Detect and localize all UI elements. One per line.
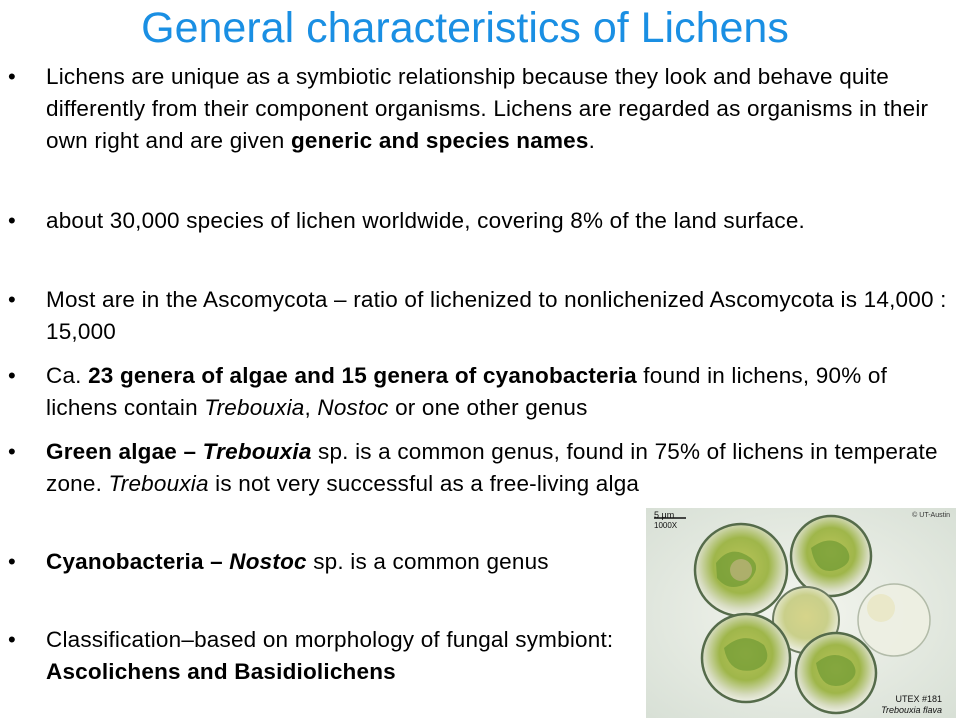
bullet-text: [46, 284, 956, 348]
bullet-text-run: Classification–based on morphology of fungal symbiont:: [46, 627, 614, 652]
bullet-text-run: sp. is a common genus, found in 75% of lichens in temperate zone.: [46, 439, 938, 496]
slide-title: General characteristics of Lichens: [141, 4, 789, 52]
magnification-label: 1000X: [654, 521, 678, 530]
bullet-text-run: is not very successful as a free-living alga: [208, 471, 640, 496]
algal-cell: [791, 516, 871, 596]
bullet-text-run: found in lichens, 90% of lichens contain: [46, 363, 888, 420]
bullet-text-run: Nostoc: [317, 395, 389, 420]
bullet-text-run: about 30,000 species of lichen worldwide, covering 8% of the land surface.: [46, 208, 806, 233]
bullet-text: [46, 360, 956, 424]
bullet-text-run: or one other genus: [388, 395, 588, 420]
bullet-text-run: Cyanobacteria –: [46, 549, 230, 574]
bullet-dot: •: [8, 363, 16, 388]
bullet-text-run: Lichens are unique as a symbiotic relationship because they look and behave quite differently from their component organisms. Lichens are regarded as organisms in their own right and are given: [46, 64, 929, 153]
species-caption: Trebouxia flava: [881, 705, 942, 715]
bullet-dot: •: [8, 208, 16, 233]
bullet-text-run: Nostoc: [229, 549, 307, 574]
bullet-dot: •: [8, 439, 16, 464]
bullet-text-run: sp. is a common genus: [306, 549, 549, 574]
bullet-dot: •: [8, 549, 16, 574]
bullet-text-run: Green algae –: [46, 439, 203, 464]
bullet-text: [46, 205, 956, 237]
scale-bar-label: 5 μm: [654, 510, 675, 520]
bullet-text: [46, 61, 956, 157]
bullet-text-run: generic and species names: [290, 128, 589, 153]
bullet-text-run: Trebouxia: [202, 439, 312, 464]
bullet-text-run: Most are in the Ascomycota – ratio of lichenized to nonlichenized Ascomycota is 14,000 : 15,000: [46, 287, 947, 344]
algal-cell: [796, 633, 876, 713]
bullet-text-run: ,: [304, 395, 318, 420]
culture-id-caption: UTEX #181: [895, 694, 942, 704]
trebouxia-micrograph: [646, 508, 956, 718]
bullet-text: [46, 436, 956, 500]
bullet-dot: •: [8, 287, 16, 312]
bullet-dot: •: [8, 627, 16, 652]
bullet-text-run: Trebouxia: [108, 471, 209, 496]
algal-cell: [702, 614, 790, 702]
bullet-text-run: Trebouxia: [204, 395, 305, 420]
bullet-text-run: .: [588, 128, 596, 153]
algal-cell: [695, 524, 787, 616]
bullet-text: [46, 624, 636, 688]
bullet-text-run: Ascolichens and Basidiolichens: [46, 659, 396, 684]
micrograph-image: [646, 508, 956, 718]
bullet-text-run: Ca.: [46, 363, 89, 388]
algal-cell: [858, 584, 930, 656]
bullet-text-run: 23 genera of algae and 15 genera of cyanobacteria: [88, 363, 637, 388]
bullet-text: [46, 546, 636, 578]
photo-credit: © UT-Austin: [912, 512, 950, 519]
bullet-dot: •: [8, 64, 16, 89]
